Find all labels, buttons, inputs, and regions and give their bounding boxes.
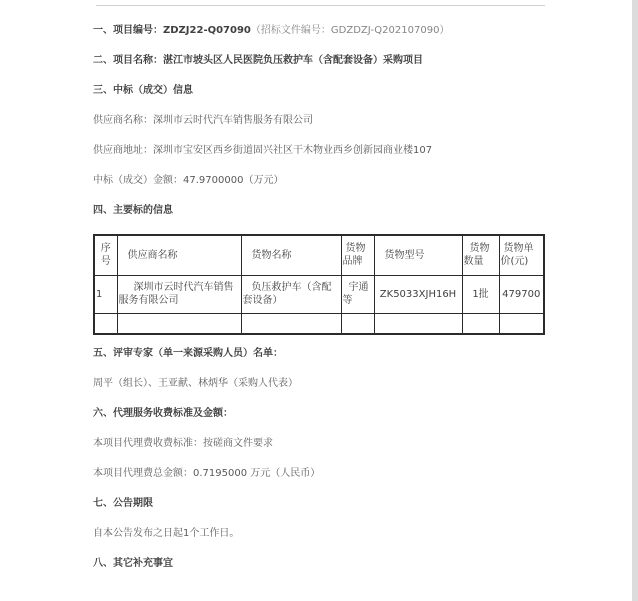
supplier-address-text: 供应商地址：深圳市宝安区西乡街道固兴社区干木物业西乡创新园商业楼107 bbox=[93, 145, 433, 156]
cell-model: ZK5033XJH16H bbox=[374, 275, 462, 313]
header-cell-brand: 货物品牌 bbox=[341, 235, 374, 275]
items-table bbox=[93, 234, 545, 335]
header-cell-goods-name: 货物名称 bbox=[241, 235, 341, 275]
award-amount-text: 中标（成交）金额：47.9700000（万元） bbox=[93, 175, 284, 186]
section-1-heading bbox=[93, 24, 548, 37]
cell-brand: 宇通等 bbox=[341, 275, 374, 313]
table-header-row bbox=[94, 235, 544, 275]
agency-fee-standard-text: 本项目代理费收费标准：按磋商文件要求 bbox=[93, 438, 273, 449]
empty-cell bbox=[117, 313, 241, 334]
header-cell-unit-price: 货物单价(元) bbox=[499, 235, 544, 275]
empty-cell bbox=[241, 313, 341, 334]
section-4-heading-subject-info: 四、主要标的信息 bbox=[93, 205, 173, 216]
scrollbar-track[interactable] bbox=[632, 0, 638, 601]
experts-list-text: 周平（组长）、王亚献、林炳华（采购人代表） bbox=[93, 378, 298, 389]
project-number-text: 一、项目编号：ZDZJ22-Q07090 bbox=[93, 25, 251, 36]
section-8-heading-supplementary: 八、其它补充事宜 bbox=[93, 558, 173, 569]
announcement-content bbox=[93, 24, 548, 587]
section-2-heading-project-name: 二、项目名称：湛江市坡头区人民医院负压救护车（含配套设备）采购项目 bbox=[93, 55, 423, 66]
empty-cell bbox=[462, 313, 499, 334]
cell-goods-name: 负压救护车（含配套设备） bbox=[241, 275, 341, 313]
tender-doc-number-text: （招标文件编号：GDZDZJ-Q202107090） bbox=[250, 25, 450, 36]
cell-seq: 1 bbox=[94, 275, 117, 313]
empty-cell bbox=[94, 313, 117, 334]
header-cell-seq: 序号 bbox=[94, 235, 117, 275]
section-6-heading-agency-fee: 六、代理服务收费标准及金额： bbox=[93, 408, 233, 419]
top-divider bbox=[96, 5, 545, 6]
empty-cell bbox=[341, 313, 374, 334]
section-3-heading-award-info: 三、中标（成交）信息 bbox=[93, 85, 193, 96]
empty-cell bbox=[374, 313, 462, 334]
header-cell-quantity: 货物数量 bbox=[462, 235, 499, 275]
section-7-heading-notice-period: 七、公告期限 bbox=[93, 498, 153, 509]
agency-fee-total-text: 本项目代理费总金额：0.7195000 万元（人民币） bbox=[93, 468, 321, 479]
cell-quantity: 1批 bbox=[462, 275, 499, 313]
table-data-row bbox=[94, 275, 544, 313]
section-5-heading-experts: 五、评审专家（单一来源采购人员）名单： bbox=[93, 348, 283, 359]
supplier-name-text: 供应商名称：深圳市云时代汽车销售服务有限公司 bbox=[93, 115, 313, 126]
notice-period-text: 自本公告发布之日起1个工作日。 bbox=[93, 528, 240, 539]
cell-unit-price: 479700 bbox=[499, 275, 544, 313]
empty-cell bbox=[499, 313, 544, 334]
header-cell-model: 货物型号 bbox=[374, 235, 462, 275]
table-empty-row bbox=[94, 313, 544, 334]
cell-supplier: 深圳市云时代汽车销售服务有限公司 bbox=[117, 275, 241, 313]
header-cell-supplier: 供应商名称 bbox=[117, 235, 241, 275]
